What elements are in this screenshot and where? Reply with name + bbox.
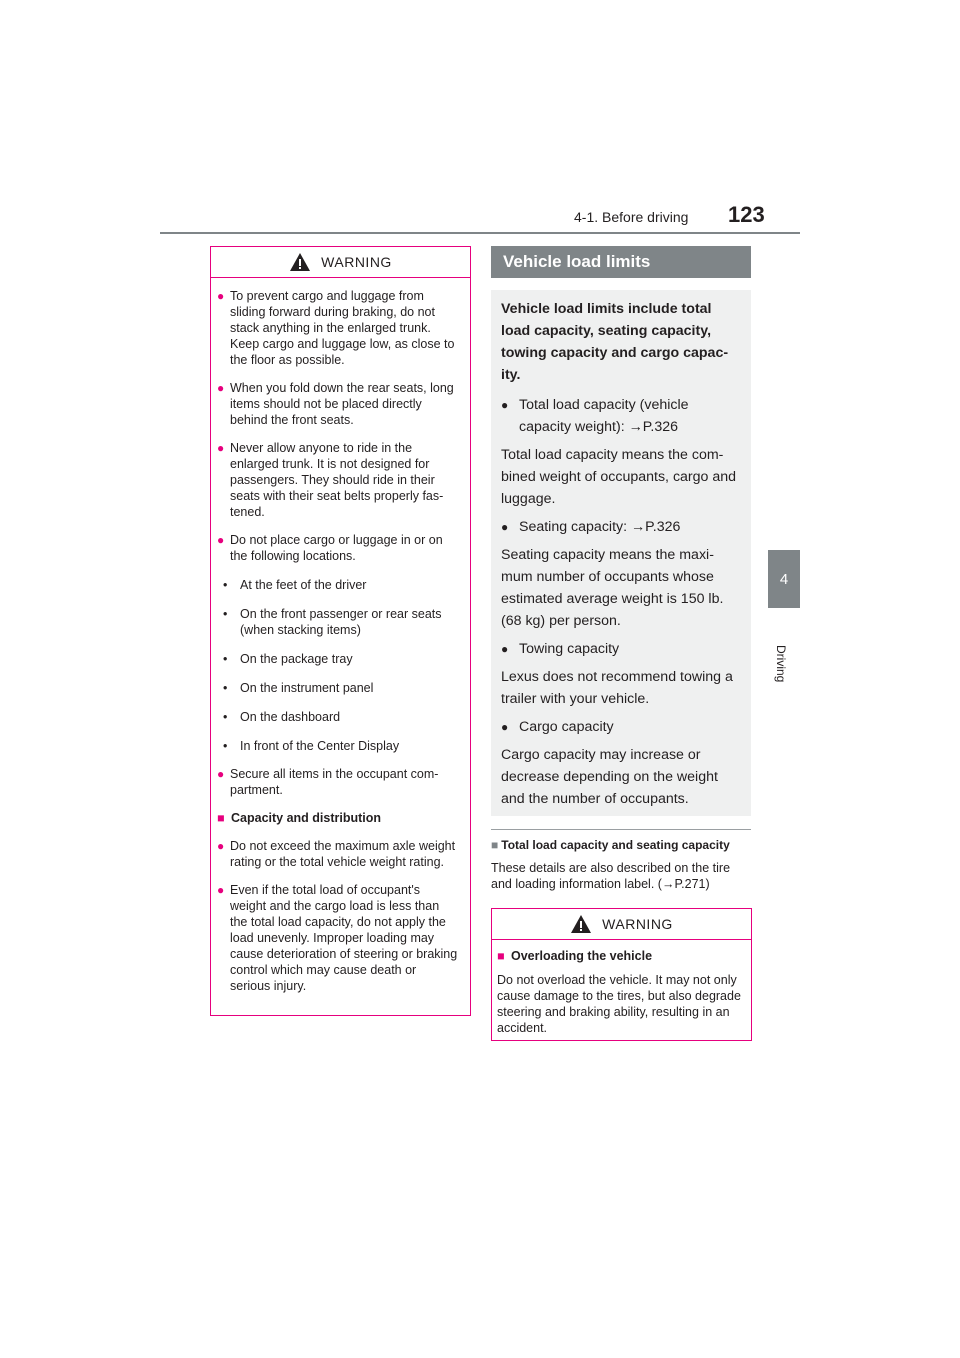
sub-list-item: • On the package tray	[223, 652, 353, 666]
paragraph: These details are also described on the tire and loading information label. (→P.271)	[491, 861, 731, 891]
warning-subheading: ■ Overloading the vehicle	[497, 949, 653, 963]
bullet-icon: ●	[501, 520, 509, 534]
paragraph: Cargo capacity may increase or decrease depending on the weight and the number of occupants.	[501, 747, 718, 807]
list-item: ● Cargo capacity	[501, 716, 741, 738]
sub-list-item: • On the instrument panel	[223, 681, 374, 695]
chapter-number: 4	[779, 570, 789, 588]
list-item: ● Even if the total load of occupant's weight and the cargo load is less than the total load capacity, do not apply the load unevenly. Improper loading may cause deterioration of steering or braking control which may cause death or serious injury.	[217, 883, 458, 993]
list-item: ● Towing capacity	[501, 638, 741, 660]
warning-text: Do not overload the vehicle. It may not only cause damage to the tires, but also degrade steering and braking ability, resulting in an accident.	[497, 973, 741, 1035]
section-heading: Vehicle load limits	[491, 246, 751, 278]
list-item: ● Never allow anyone to ride in the enlarged trunk. It is not designed for passengers. They should ride in their seats with their seat belts properly fas-tened.	[217, 441, 444, 519]
warning-header	[211, 247, 470, 278]
warning-body	[492, 940, 751, 1044]
divider	[491, 829, 751, 830]
paragraph: Total load capacity means the com-bined weight of occupants, cargo and luggage.	[501, 447, 737, 507]
list-item: ● Do not exceed the maximum axle weight rating or the total vehicle weight rating.	[217, 839, 456, 869]
warning-triangle-icon	[570, 914, 592, 934]
warning-box-left	[210, 246, 471, 1016]
bullet-icon: ●	[217, 839, 225, 853]
page-number: 123	[728, 202, 765, 227]
list-item: ● To prevent cargo and luggage from sliding forward during braking, do not stack anything in the enlarged trunk. Keep cargo and luggage low, as close to the floor as possible.	[217, 289, 455, 367]
sub-list-item: • On the dashboard	[223, 710, 341, 724]
warning-title: WARNING	[602, 916, 673, 932]
warning-header	[492, 909, 751, 940]
paragraph: Lexus does not recommend towing a trailer with your vehicle.	[501, 669, 733, 707]
square-bullet-icon: ■	[491, 838, 499, 852]
bullet-icon: ●	[501, 720, 509, 734]
bullet-icon: ●	[501, 398, 509, 412]
bullet-icon: ●	[501, 642, 509, 656]
sub-list-item: • At the feet of the driver	[223, 578, 367, 592]
bullet-icon: ●	[217, 289, 225, 303]
square-bullet-icon: ■	[497, 949, 505, 963]
warning-title: WARNING	[321, 254, 392, 270]
list-item: ● When you fold down the rear seats, long items should not be placed directly behind the front seats.	[217, 381, 454, 427]
list-item: ● Seating capacity: →P.326	[501, 516, 741, 538]
bullet-icon: ●	[217, 883, 225, 897]
sub-list-item: • On the front passenger or rear seats (when stacking items)	[223, 607, 442, 637]
bullet-icon: ●	[217, 533, 225, 547]
sub-list-item: • In front of the Center Display	[223, 739, 400, 753]
chapter-tab	[768, 550, 800, 608]
intro-text: Vehicle load limits include total load capacity, seating capacity, towing capacity and cargo capac-ity.	[501, 301, 729, 383]
warning-triangle-icon	[289, 252, 311, 272]
bullet-icon: ●	[217, 441, 225, 455]
header-divider	[160, 232, 800, 234]
vehicle-load-panel	[491, 290, 751, 816]
bullet-icon: ●	[217, 767, 225, 781]
warning-box-right	[491, 908, 752, 1041]
warning-subheading: ■ Capacity and distribution	[217, 811, 382, 825]
chapter-label: Driving	[774, 645, 788, 683]
warning-body	[211, 278, 470, 1004]
list-item: ● Total load capacity (vehicle capacity weight): →P.326	[501, 394, 741, 438]
paragraph: Seating capacity means the maxi-mum number of occupants whose estimated average weight is 150 lb. (68 kg) per person.	[501, 547, 724, 629]
subheading: ■ Total load capacity and seating capacity	[491, 838, 730, 852]
bullet-icon: ●	[217, 381, 225, 395]
section-title: 4-1. Before driving	[574, 209, 689, 225]
list-item: ● Secure all items in the occupant com-partment.	[217, 767, 439, 797]
square-bullet-icon: ■	[217, 811, 225, 825]
list-item: ● Do not place cargo or luggage in or on the following locations.	[217, 533, 443, 563]
